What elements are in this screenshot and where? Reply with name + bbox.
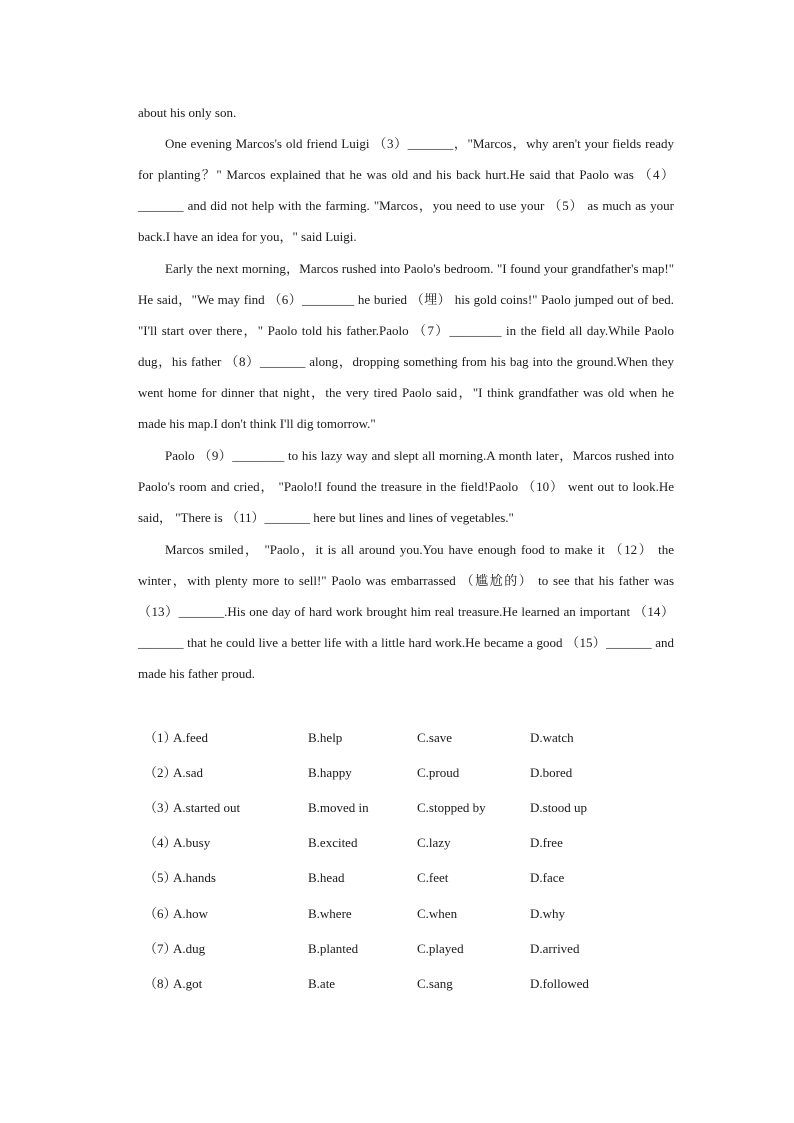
passage-paragraph-continuation: about his only son. [138, 105, 237, 120]
option-b[interactable]: B.head [308, 870, 345, 885]
option-b[interactable]: B.ate [308, 976, 336, 991]
passage-paragraph-morning: Early the next morning，Marcos rushed into Paolo's bedroom. "I found your grandfather's map!" He said，"We may find （6）________ he buried （埋） his gold coins!" Paolo jumped out of bed. "I'll start over there，" Paolo told his father.Paolo （7）________ in the field all day.While Paolo dug，his father （8）_______ along，dropping something from his bag into the ground.When they went home for dinner that night，the very tired Paolo said，"I think grandfather was old when he made his map.I don't think I'll dig tomorrow." [138, 261, 674, 431]
option-a[interactable]: A.feed [173, 730, 209, 745]
question-number: （2） [144, 765, 177, 780]
question-number: （3） [144, 800, 177, 815]
option-a[interactable]: A.started out [173, 800, 241, 815]
option-a[interactable]: A.how [173, 906, 209, 921]
question-number: （6） [144, 906, 177, 921]
option-c[interactable]: C.save [417, 730, 453, 745]
option-a[interactable]: A.hands [173, 870, 216, 885]
option-d[interactable]: D.followed [530, 976, 589, 991]
option-a[interactable]: A.dug [173, 941, 206, 956]
option-c[interactable]: C.proud [417, 765, 460, 780]
option-c[interactable]: C.lazy [417, 835, 451, 850]
option-d[interactable]: D.stood up [530, 800, 588, 815]
option-d[interactable]: D.arrived [530, 941, 580, 956]
question-number: （4） [144, 835, 177, 850]
option-c[interactable]: C.played [417, 941, 464, 956]
option-b[interactable]: B.happy [308, 765, 352, 780]
option-c[interactable]: C.sang [417, 976, 453, 991]
option-a[interactable]: A.got [173, 976, 203, 991]
option-b[interactable]: B.moved in [308, 800, 369, 815]
question-number: （8） [144, 976, 177, 991]
option-a[interactable]: A.sad [173, 765, 203, 780]
passage-paragraph-luigi: One evening Marcos's old friend Luigi （3）_______，"Marcos，why aren't your fields ready for planting？" Marcos explained that he was old and his back hurt.He said that Paolo was （4）_______ and did not help with the farming. "Marcos，you need to use your （5） as much as your back.I have an idea for you，" said Luigi. [138, 136, 674, 244]
option-d[interactable]: D.why [530, 906, 566, 921]
option-a[interactable]: A.busy [173, 835, 211, 850]
question-number: （5） [144, 870, 177, 885]
option-c[interactable]: C.feet [417, 870, 449, 885]
option-b[interactable]: B.excited [308, 835, 358, 850]
option-d[interactable]: D.face [530, 870, 565, 885]
option-b[interactable]: B.help [308, 730, 343, 745]
option-c[interactable]: C.stopped by [417, 800, 486, 815]
passage-paragraph-ending: Marcos smiled， "Paolo，it is all around you.You have enough food to make it （12） the winter，with plenty more to sell!" Paolo was embarrassed （尴尬的） to see that his father was （13）_______.His one day of hard work brought him real treasure.He learned an important （14）_______ that he could live a better life with a little hard work.He became a good （15）_______ and made his father proud. [138, 542, 674, 681]
option-c[interactable]: C.when [417, 906, 458, 921]
option-d[interactable]: D.bored [530, 765, 573, 780]
option-d[interactable]: D.watch [530, 730, 574, 745]
passage-paragraph-treasure: Paolo （9）________ to his lazy way and slept all morning.A month later，Marcos rushed into Paolo's room and cried， "Paolo!I found the treasure in the field!Paolo （10） went out to look.He said， "There is （11）_______ here but lines and lines of vegetables." [138, 448, 674, 525]
question-number: （7） [144, 941, 177, 956]
option-d[interactable]: D.free [530, 835, 563, 850]
option-b[interactable]: B.where [308, 906, 352, 921]
question-number: （1） [144, 730, 177, 745]
option-b[interactable]: B.planted [308, 941, 359, 956]
